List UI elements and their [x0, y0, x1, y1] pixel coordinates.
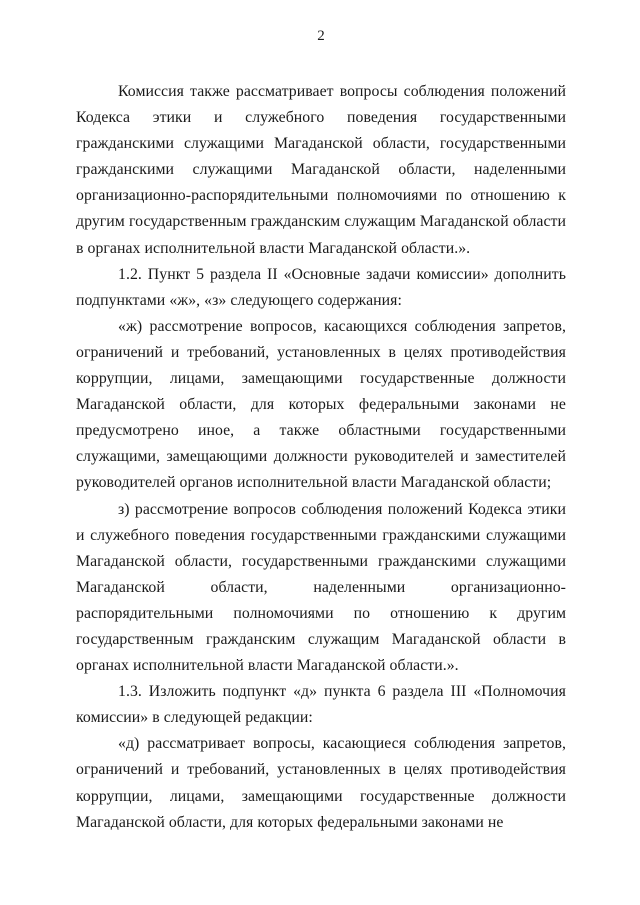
paragraph-subitem-d: «д) рассматривает вопросы, касающиеся соблюдения запретов, ограничений и требований, установленных в целях противодействия коррупции, лицами, замещающими государственные должности Магаданской области, для которых федеральными законами не	[76, 735, 566, 831]
paragraph-subitem-zh: «ж) рассмотрение вопросов, касающихся соблюдения запретов, ограничений и требований, установленных в целях противодействия коррупции, лицами, замещающими государственные должности Магаданской области, для которых федеральными законами не предусмотрено иное, а также областными государственными служащими, замещающими должности руководителей и заместителей руководителей органов исполнительной власти Магаданской области;	[76, 317, 566, 492]
page-number: 2	[317, 28, 325, 44]
document-page	[76, 28, 566, 836]
paragraph-commission-ethics: Комиссия также рассматривает вопросы соблюдения положений Кодекса этики и служебного поведения государственными гражданскими служащими Магаданской области, государственными гражданскими служащими Магаданской области, наделенными организационно-распорядительными полномочиями по отношению к другим государственным гражданским служащим Магаданской области в органах исполнительной власти Магаданской области.».	[76, 83, 566, 257]
paragraph-1-3: 1.3. Изложить подпункт «д» пункта 6 раздела III «Полномочия комиссии» в следующей редакции:	[76, 683, 566, 727]
paragraph-subitem-z: з) рассмотрение вопросов соблюдения положений Кодекса этики и служебного поведения государственными гражданскими служащими Магаданской области, государственными гражданскими служащими Магаданской области, наделенными организационно-распорядительными полномочиями по отношению к другим государственным гражданским служащим Магаданской области в органах исполнительной власти Магаданской области.».	[76, 500, 566, 675]
paragraph-1-2: 1.2. Пункт 5 раздела II «Основные задачи комиссии» дополнить подпунктами «ж», «з» следующего содержания:	[76, 265, 566, 309]
